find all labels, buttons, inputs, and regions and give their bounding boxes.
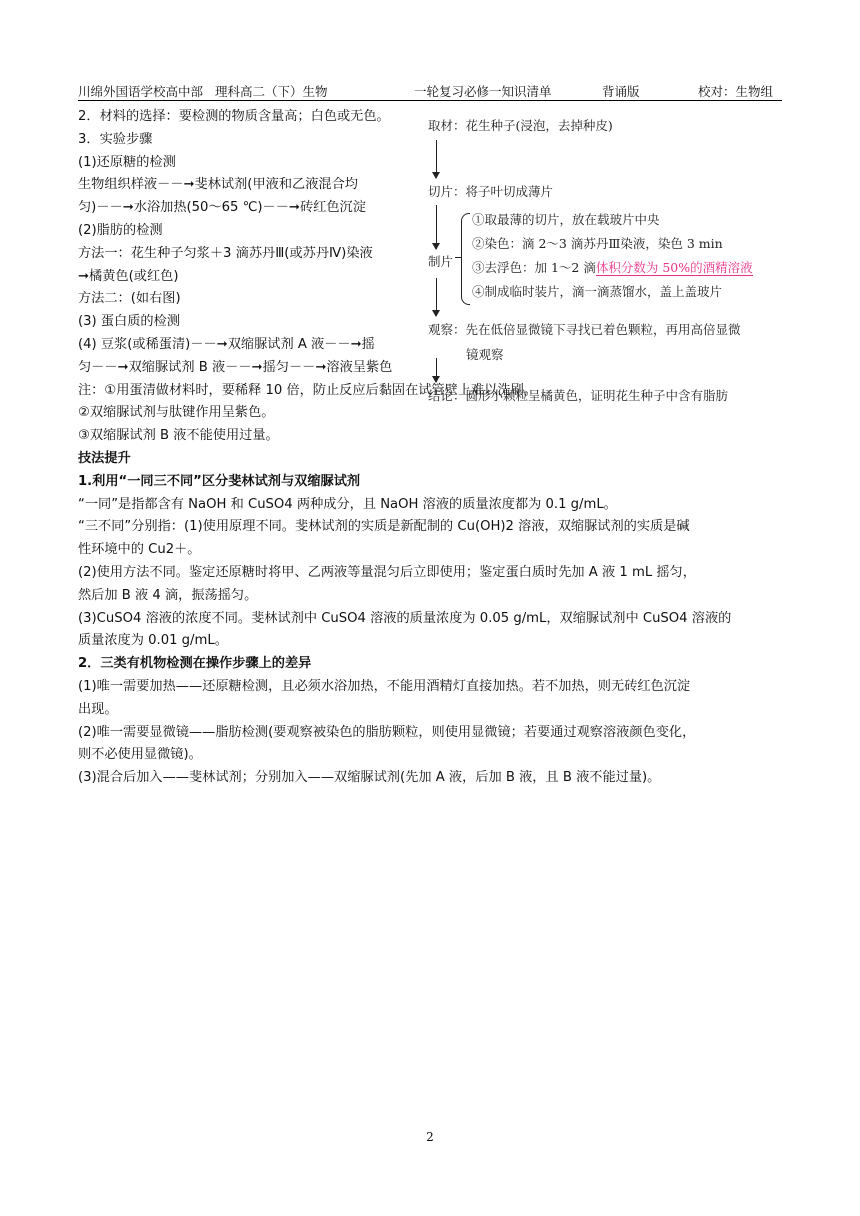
- text-line: (3)混合后加入——斐林试剂；分别加入——双缩脲试剂(先加 A 液，后加 B 液，且 B 液不能过量)。: [78, 770, 661, 786]
- section-heading: 技法提升: [78, 450, 131, 466]
- page-header: [78, 80, 782, 101]
- flow-observe-cont: 镜观察: [466, 347, 504, 362]
- fat-test-flowchart: [428, 108, 788, 408]
- flow-arrow-icon: [436, 140, 437, 178]
- text-line: 性环境中的 Cu2＋。: [78, 542, 201, 558]
- flow-step-1: ①取最薄的切片，放在载玻片中央: [472, 212, 660, 227]
- flow-observe: 观察：先在低倍显微镜下寻找已着色颗粒，再用高倍显微: [428, 322, 741, 337]
- text-line: “三不同”分别指：(1)使用原理不同。斐林试剂的实质是新配制的 Cu(OH)2 溶液，双缩脲试剂的实质是碱: [78, 519, 690, 535]
- header-version: 背诵版: [602, 84, 640, 99]
- text-line: (2)脂肪的检测: [78, 222, 163, 238]
- text-line: (3) 蛋白质的检测: [78, 314, 180, 330]
- flow-step-3-prefix: ③去浮色：加 1～2 滴: [472, 260, 596, 275]
- flow-make-label: 制片: [428, 250, 453, 272]
- brace-icon: [461, 213, 470, 305]
- header-proof: 校对：生物组: [698, 84, 774, 99]
- text-line: 3．实验步骤: [78, 131, 153, 147]
- text-line: 质量浓度为 0.01 g/mL。: [78, 633, 228, 649]
- page-number: 2: [426, 1130, 434, 1144]
- flow-step-4: ④制成临时装片，滴一滴蒸馏水，盖上盖玻片: [472, 284, 723, 299]
- flow-arrow-icon: [436, 358, 437, 382]
- text-line: (2)唯一需要显微镜——脂肪检测(要观察被染色的脂肪颗粒，则使用显微镜；若要通过观察溶液颜色变化，: [78, 724, 696, 740]
- flow-arrow-icon: [436, 205, 437, 249]
- note-line: ③双缩脲试剂 B 液不能使用过量。: [78, 428, 279, 444]
- flow-slice: 切片：将子叶切成薄片: [428, 184, 554, 199]
- text-line: 方法一：花生种子匀浆＋3 滴苏丹Ⅲ(或苏丹Ⅳ)染液: [78, 245, 373, 261]
- subsection-heading: 1.利用“一同三不同”区分斐林试剂与双缩脲试剂: [78, 473, 361, 489]
- note-line: ②双缩脲试剂与肽键作用呈紫色。: [78, 405, 275, 421]
- text-line: (1)还原糖的检测: [78, 154, 176, 170]
- note-line: 注：①用蛋清做材料时，要稀释 10 倍，防止反应后黏固在试管壁上难以洗刷。: [78, 382, 537, 398]
- flow-material: 取材：花生种子(浸泡，去掉种皮): [428, 118, 613, 133]
- text-line: 2．材料的选择：要检测的物质含量高；白色或无色。: [78, 109, 390, 124]
- flow-step-3: [472, 258, 753, 276]
- text-line: 匀－－➞双缩脲试剂 B 液－－➞摇匀－－➞溶液呈紫色: [78, 359, 393, 375]
- subsection-heading: 2．三类有机物检测在操作步骤上的差异: [78, 656, 312, 672]
- text-line: “一同”是指都含有 NaOH 和 CuSO4 两种成分，且 NaOH 溶液的质量浓度都为 0.1 g/mL。: [78, 496, 617, 512]
- text-line: 则不必使用显微镜)。: [78, 747, 202, 763]
- flow-step-3-highlight: 体积分数为 50%的酒精溶液: [595, 260, 753, 275]
- flow-arrow-icon: [436, 278, 437, 316]
- flow-conclusion: 结论：圆形小颗粒呈橘黄色，证明花生种子中含有脂肪: [428, 388, 729, 403]
- header-school: 川绵外国语学校高中部: [78, 84, 204, 99]
- text-line: (3)CuSO4 溶液的浓度不同。斐林试剂中 CuSO4 溶液的质量浓度为 0.05 g/mL，双缩脲试剂中 CuSO4 溶液的: [78, 610, 732, 626]
- header-course: 理科高二（下）生物: [215, 84, 328, 99]
- text-line: (4) 豆浆(或稀蛋清)－－➞双缩脲试剂 A 液－－➞摇: [78, 336, 375, 352]
- flow-step-2: ②染色：滴 2～3 滴苏丹Ⅲ染液，染色 3 min: [472, 236, 723, 251]
- text-line: 然后加 B 液 4 滴，振荡摇匀。: [78, 587, 258, 603]
- text-line: 出现。: [78, 701, 118, 717]
- text-line: ➞橘黄色(或红色): [78, 268, 179, 284]
- text-line: (2)使用方法不同。鉴定还原糖时将甲、乙两液等量混匀后立即使用；鉴定蛋白质时先加 A 液 1 mL 摇匀，: [78, 564, 696, 580]
- text-line: (1)唯一需要加热——还原糖检测，且必须水浴加热，不能用酒精灯直接加热。若不加热，则无砖红色沉淀: [78, 678, 691, 694]
- text-line: 匀)－－➞水浴加热(50～65 ℃)－－➞砖红色沉淀: [78, 200, 366, 216]
- text-line: 生物组织样液－－➞斐林试剂(甲液和乙液混合均: [78, 177, 358, 193]
- text-line: 方法二：(如右图): [78, 291, 181, 307]
- header-title: 一轮复习必修一知识清单: [414, 84, 552, 99]
